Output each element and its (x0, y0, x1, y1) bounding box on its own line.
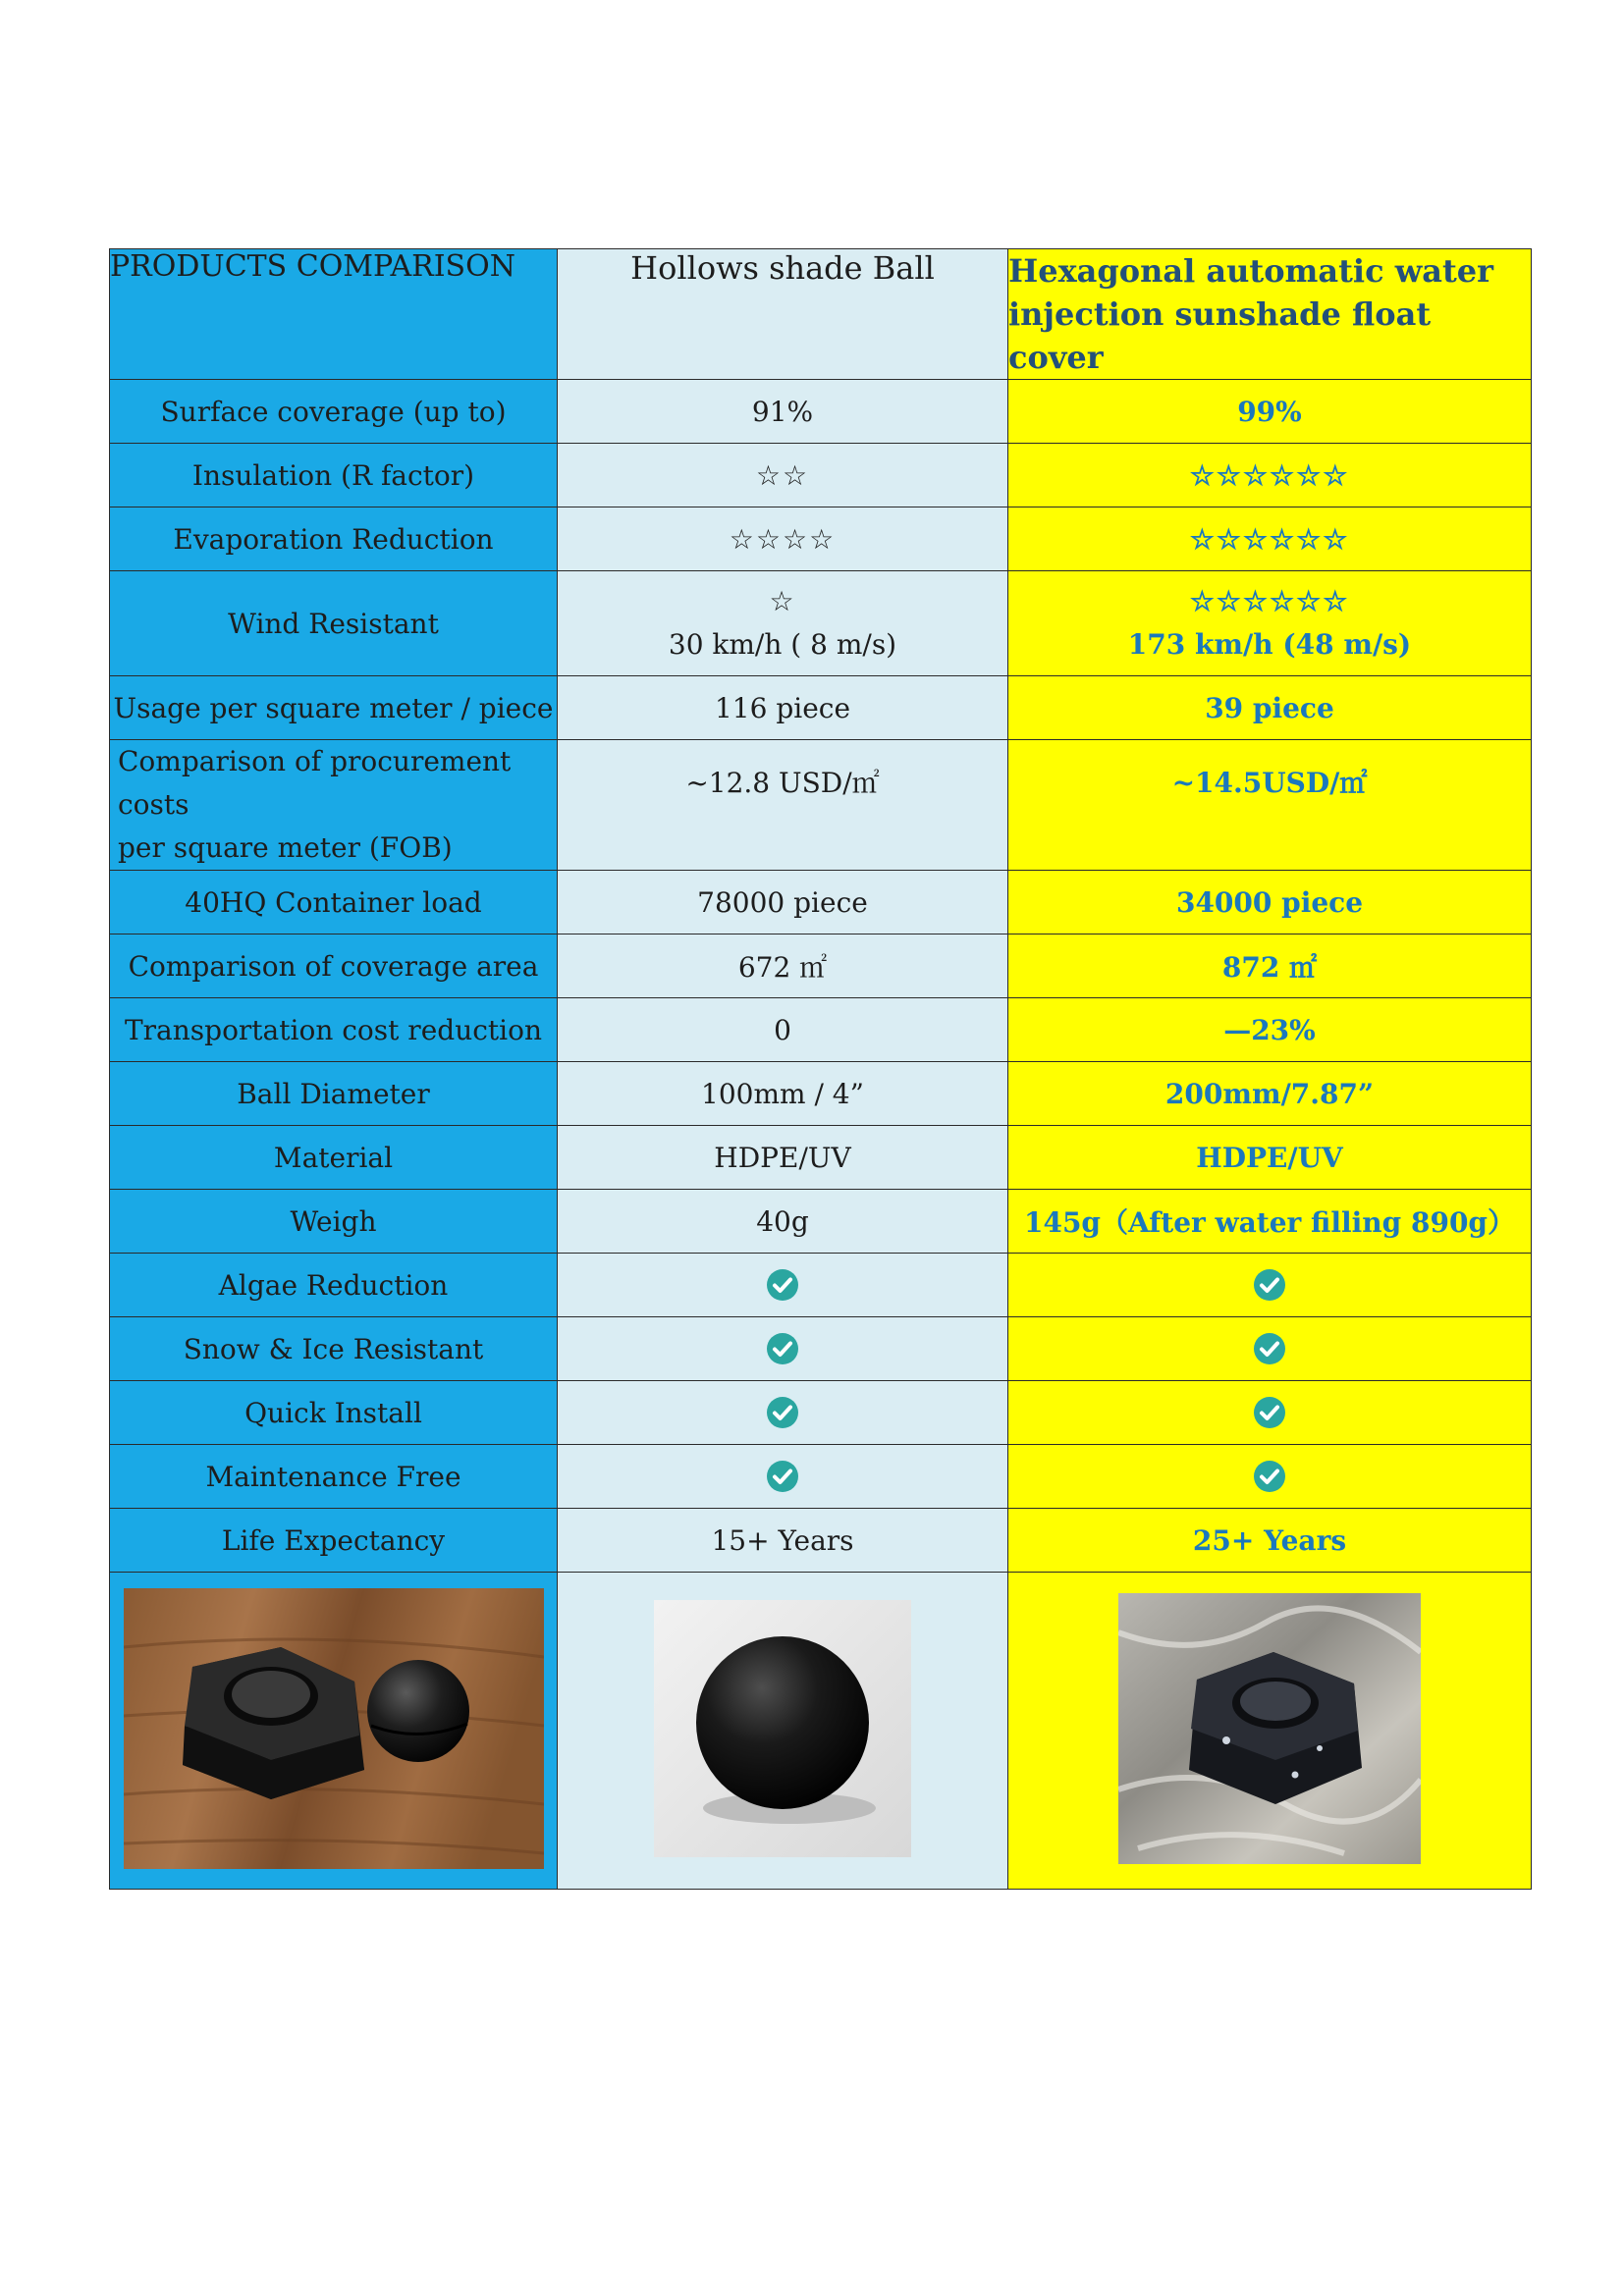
row-label: Evaporation Reduction (110, 507, 558, 571)
row-label: Algae Reduction (110, 1254, 558, 1317)
hexagonal-rating: ☆☆☆☆☆☆ (1189, 585, 1350, 617)
row-label: Material (110, 1126, 558, 1190)
table-row (110, 998, 1532, 1062)
hollow-ball-check (558, 1254, 1008, 1317)
hollow-ball-rating: ☆☆☆☆ (558, 507, 1008, 571)
table-row (110, 1126, 1532, 1190)
hollow-ball-rating: ☆ (769, 585, 796, 617)
table-row (110, 871, 1532, 934)
hexagonal-wind-speed: 173 km/h (48 m/s) (1127, 628, 1412, 661)
hexagonal-value: HDPE/UV (1008, 1126, 1532, 1190)
hexagonal-value: ~14.5USD/㎡ (1008, 740, 1532, 871)
hexagonal-value: 25+ Years (1008, 1509, 1532, 1573)
hollow-ball-check (558, 1445, 1008, 1509)
hexagonal-value: 200mm/7.87” (1008, 1062, 1532, 1126)
hollow-ball-value: 116 piece (558, 676, 1008, 740)
product-image-row (110, 1573, 1532, 1890)
hollow-ball-rating: ☆☆ (558, 444, 1008, 507)
combined-products-photo (124, 1588, 544, 1869)
hexagonal-value: 145g（After water filling 890g） (1008, 1190, 1532, 1254)
table-row (110, 1062, 1532, 1126)
hexagonal-rating: ☆☆☆☆☆☆ (1008, 507, 1532, 571)
row-label: Life Expectancy (110, 1509, 558, 1573)
hollow-ball-value: 100mm / 4” (558, 1062, 1008, 1126)
hexagonal-check (1008, 1317, 1532, 1381)
check-circle-icon (766, 1332, 799, 1365)
table-row (110, 1509, 1532, 1573)
table-row (110, 676, 1532, 740)
hexagonal-check (1008, 1381, 1532, 1445)
check-circle-icon (766, 1268, 799, 1302)
table-row (110, 380, 1532, 444)
check-circle-icon (766, 1460, 799, 1493)
table-row (110, 571, 1532, 676)
table-row (110, 1381, 1532, 1445)
hollow-ball-photo (654, 1600, 911, 1857)
hollow-ball-value: HDPE/UV (558, 1126, 1008, 1190)
table-row (110, 1445, 1532, 1509)
hollow-ball-photo-cell (558, 1573, 1008, 1890)
row-label: Wind Resistant (110, 571, 558, 676)
header-hexagonal-cover: Hexagonal automatic water injection sunshade float cover (1008, 249, 1532, 380)
hollow-ball-wind-speed: 30 km/h ( 8 m/s) (668, 628, 897, 661)
row-label: Maintenance Free (110, 1445, 558, 1509)
row-label: Insulation (R factor) (110, 444, 558, 507)
hollow-ball-value: 672 ㎡ (558, 934, 1008, 998)
row-label: Snow & Ice Resistant (110, 1317, 558, 1381)
hollow-ball-value (558, 571, 1008, 676)
row-label: Weigh (110, 1190, 558, 1254)
hexagonal-cover-photo-cell (1008, 1573, 1532, 1890)
hexagonal-check (1008, 1254, 1532, 1317)
table-row (110, 740, 1532, 871)
hexagonal-value: 39 piece (1008, 676, 1532, 740)
table-row (110, 444, 1532, 507)
hexagonal-rating: ☆☆☆☆☆☆ (1008, 444, 1532, 507)
row-label: Usage per square meter / piece (110, 676, 558, 740)
hollow-ball-check (558, 1381, 1008, 1445)
hollow-ball-value: 78000 piece (558, 871, 1008, 934)
combined-products-photo-cell (110, 1573, 558, 1890)
check-circle-icon (1253, 1268, 1286, 1302)
row-label-line-2: per square meter (FOB) (118, 831, 453, 864)
hollow-ball-value: 91% (558, 380, 1008, 444)
row-label: Transportation cost reduction (110, 998, 558, 1062)
table-row (110, 934, 1532, 998)
hexagonal-value: —23% (1008, 998, 1532, 1062)
header-row (110, 249, 1532, 380)
row-label: Comparison of coverage area (110, 934, 558, 998)
hexagonal-value: 872 ㎡ (1008, 934, 1532, 998)
table-row (110, 1190, 1532, 1254)
hollow-ball-value: ~12.8 USD/㎡ (558, 740, 1008, 871)
row-label: Surface coverage (up to) (110, 380, 558, 444)
table-row (110, 507, 1532, 571)
row-label: 40HQ Container load (110, 871, 558, 934)
hollow-ball-check (558, 1317, 1008, 1381)
row-label-line-1: Comparison of procurement costs (118, 745, 512, 821)
hexagonal-value: 34000 piece (1008, 871, 1532, 934)
row-label (110, 740, 558, 871)
hollow-ball-value: 40g (558, 1190, 1008, 1254)
check-circle-icon (1253, 1460, 1286, 1493)
hollow-ball-value: 15+ Years (558, 1509, 1008, 1573)
hexagonal-value: 99% (1008, 380, 1532, 444)
hollow-ball-value: 0 (558, 998, 1008, 1062)
hexagonal-value (1008, 571, 1532, 676)
row-label: Ball Diameter (110, 1062, 558, 1126)
hexagonal-check (1008, 1445, 1532, 1509)
table-row (110, 1254, 1532, 1317)
row-label: Quick Install (110, 1381, 558, 1445)
table-row (110, 1317, 1532, 1381)
header-products-comparison: PRODUCTS COMPARISON (110, 249, 558, 380)
header-hollow-ball: Hollows shade Ball (558, 249, 1008, 380)
check-circle-icon (766, 1396, 799, 1429)
check-circle-icon (1253, 1396, 1286, 1429)
comparison-table (109, 248, 1532, 1890)
hexagonal-cover-photo (1118, 1593, 1421, 1864)
check-circle-icon (1253, 1332, 1286, 1365)
